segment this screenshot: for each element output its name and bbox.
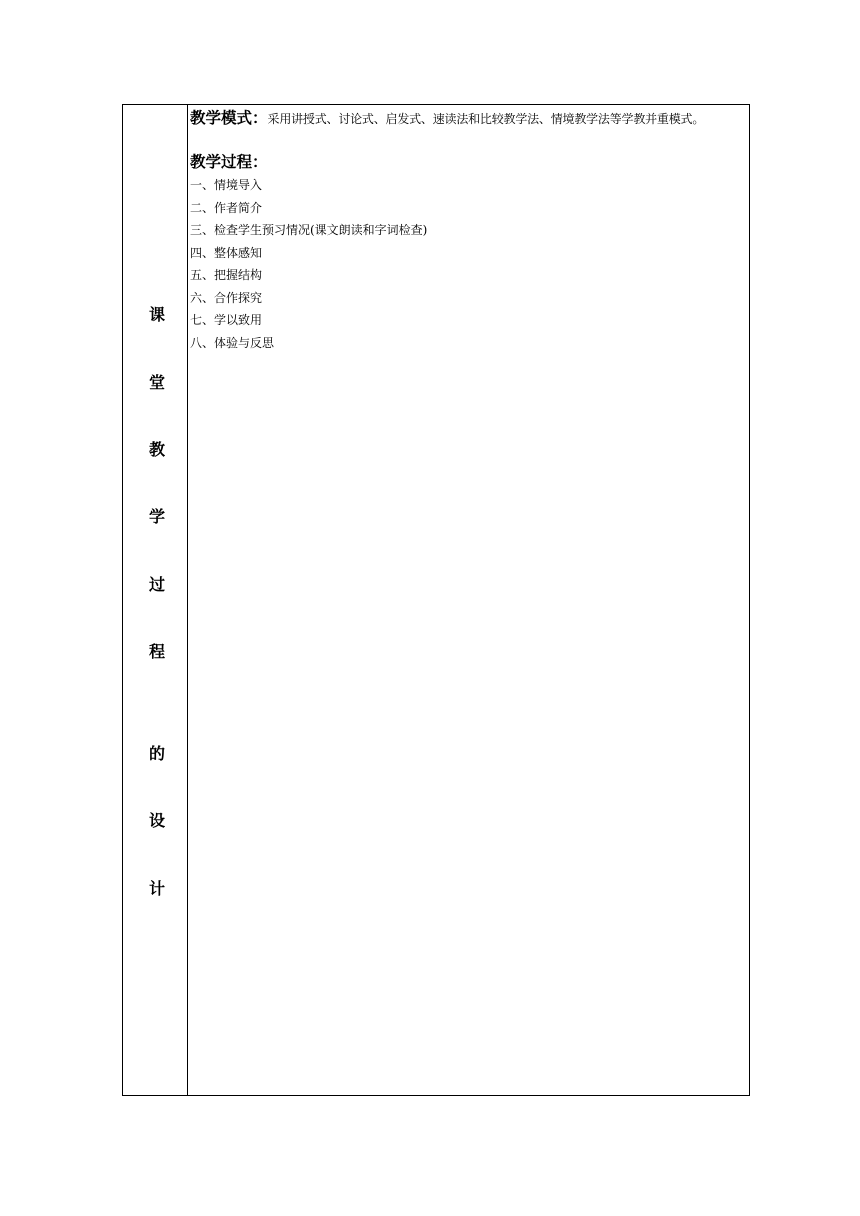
side-label-char: 堂	[148, 373, 165, 392]
teaching-mode-label: 教学模式：	[190, 109, 268, 127]
side-label-char: 课	[148, 305, 165, 324]
column-divider	[187, 104, 188, 1096]
process-steps	[190, 174, 755, 354]
teaching-mode-text: 采用讲授式、讨论式、启发式、速读法和比较教学法、情境教学法等学教并重模式。	[267, 112, 705, 126]
side-label-char: 教	[148, 440, 165, 459]
list-item: 七、学以致用	[190, 313, 263, 327]
side-label-char: 设	[148, 811, 165, 830]
list-item: 八、体验与反思	[190, 335, 275, 350]
list-item: 三、检查学生预习情况(课文朗读和字词检查)	[190, 223, 428, 237]
list-item: 二、作者简介	[190, 200, 263, 215]
side-label-char: 程	[148, 642, 165, 661]
content-cell	[190, 106, 755, 354]
teaching-process-label: 教学过程：	[190, 153, 268, 171]
side-label-char: 学	[148, 507, 165, 526]
side-label-char: 计	[148, 879, 165, 898]
list-item: 一、情境导入	[190, 178, 263, 192]
side-label-char: 过	[148, 575, 165, 594]
list-item: 五、把握结构	[190, 268, 263, 282]
list-item: 六、合作探究	[190, 290, 263, 305]
teaching-mode	[190, 106, 755, 130]
list-item: 四、整体感知	[190, 245, 263, 260]
side-label-char: 的	[148, 744, 165, 763]
